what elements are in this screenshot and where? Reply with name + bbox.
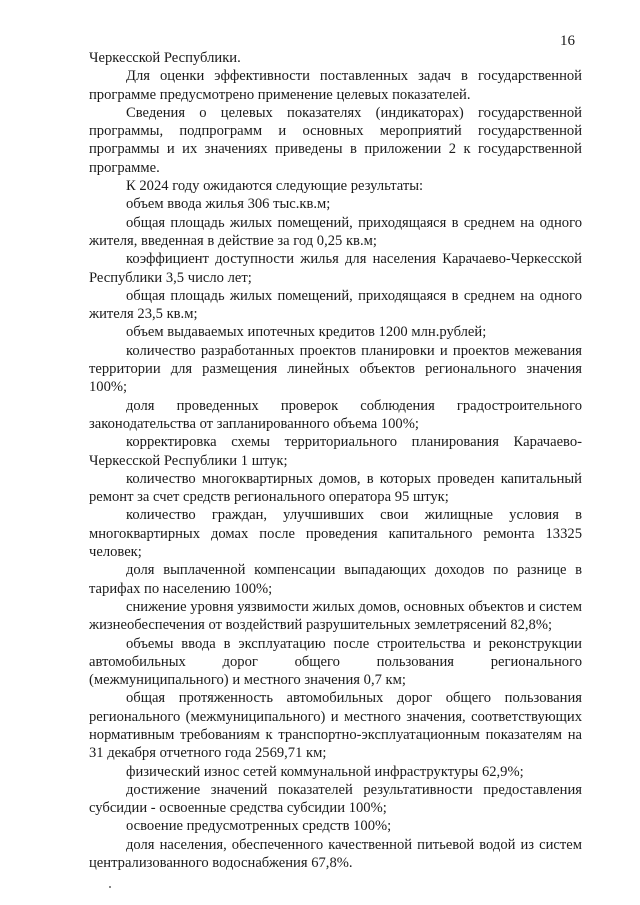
- paragraph: общая площадь жилых помещений, приходящаяся в среднем на одного жителя 23,5 кв.м;: [89, 287, 582, 323]
- paragraph: количество многоквартирных домов, в которых проведен капитальный ремонт за счет средств регионального оператора 95 штук;: [89, 470, 582, 506]
- paragraph: освоение предусмотренных средств 100%;: [126, 818, 392, 835]
- scan-dot: [109, 886, 111, 888]
- paragraph: Сведения о целевых показателях (индикаторах) государственной программы, подпрограмм и основных мероприятий государственной программы и их значениях приведены в приложении 2 к государственной программе.: [89, 104, 582, 176]
- paragraph: общая площадь жилых помещений, приходящаяся в среднем на одного жителя, введенная в действие за год 0,25 кв.м;: [89, 214, 582, 249]
- paragraph: доля выплаченной компенсации выпадающих доходов по разнице в тарифах по населению 100%;: [89, 562, 582, 597]
- paragraph: корректировка схемы территориального планирования Карачаево-Черкесской Республики 1 штук;: [89, 434, 582, 469]
- paragraph: достижение значений показателей результативности предоставления субсидии - освоенные средства субсидии 100%;: [89, 781, 582, 817]
- paragraph: доля населения, обеспеченного качественной питьевой водой из систем централизованного водоснабжения 67,8%.: [89, 836, 582, 872]
- paragraph: количество граждан, улучшивших свои жилищные условия в многоквартирных домах после проведения капитального ремонта 13325 человек;: [89, 507, 582, 561]
- paragraph: доля проведенных проверок соблюдения градостроительного законодательства от запланированного объема 100%;: [89, 397, 582, 432]
- paragraph: К 2024 году ожидаются следующие результаты:: [126, 178, 424, 195]
- paragraph: Для оценки эффективности поставленных задач в государственной программе предусмотрено применение целевых показателей.: [89, 68, 582, 103]
- paragraph: общая протяженность автомобильных дорог общего пользования регионального (межмуниципального) и местного значения, соответствующих нормативным требованиям к транспортно-эксплуатационным показателям на 31 декабря отчетного года 2569,71 км;: [89, 690, 582, 762]
- paragraph: Черкесской Республики.: [89, 50, 241, 66]
- page-number: 16: [560, 33, 575, 49]
- document-body: [89, 49, 582, 872]
- paragraph: объем ввода жилья 306 тыс.кв.м;: [126, 196, 331, 213]
- paragraph: коэффициент доступности жилья для населения Карачаево-Черкесской Республики 3,5 число лет;: [89, 251, 582, 286]
- paragraph: физический износ сетей коммунальной инфраструктуры 62,9%;: [126, 763, 524, 780]
- paragraph: объем выдаваемых ипотечных кредитов 1200 млн.рублей;: [126, 324, 487, 341]
- paragraph: снижение уровня уязвимости жилых домов, основных объектов и систем жизнеобеспечения от воздействий разрушительных землетрясений 82,8%;: [89, 598, 582, 634]
- paragraph: количество разработанных проектов планировки и проектов межевания территории для размещения линейных объектов регионального значения 100%;: [89, 342, 582, 396]
- paragraph: объемы ввода в эксплуатацию после строительства и реконструкции автомобильных дорог общего пользования регионального (межмуниципального) и местного значения 0,7 км;: [89, 635, 582, 689]
